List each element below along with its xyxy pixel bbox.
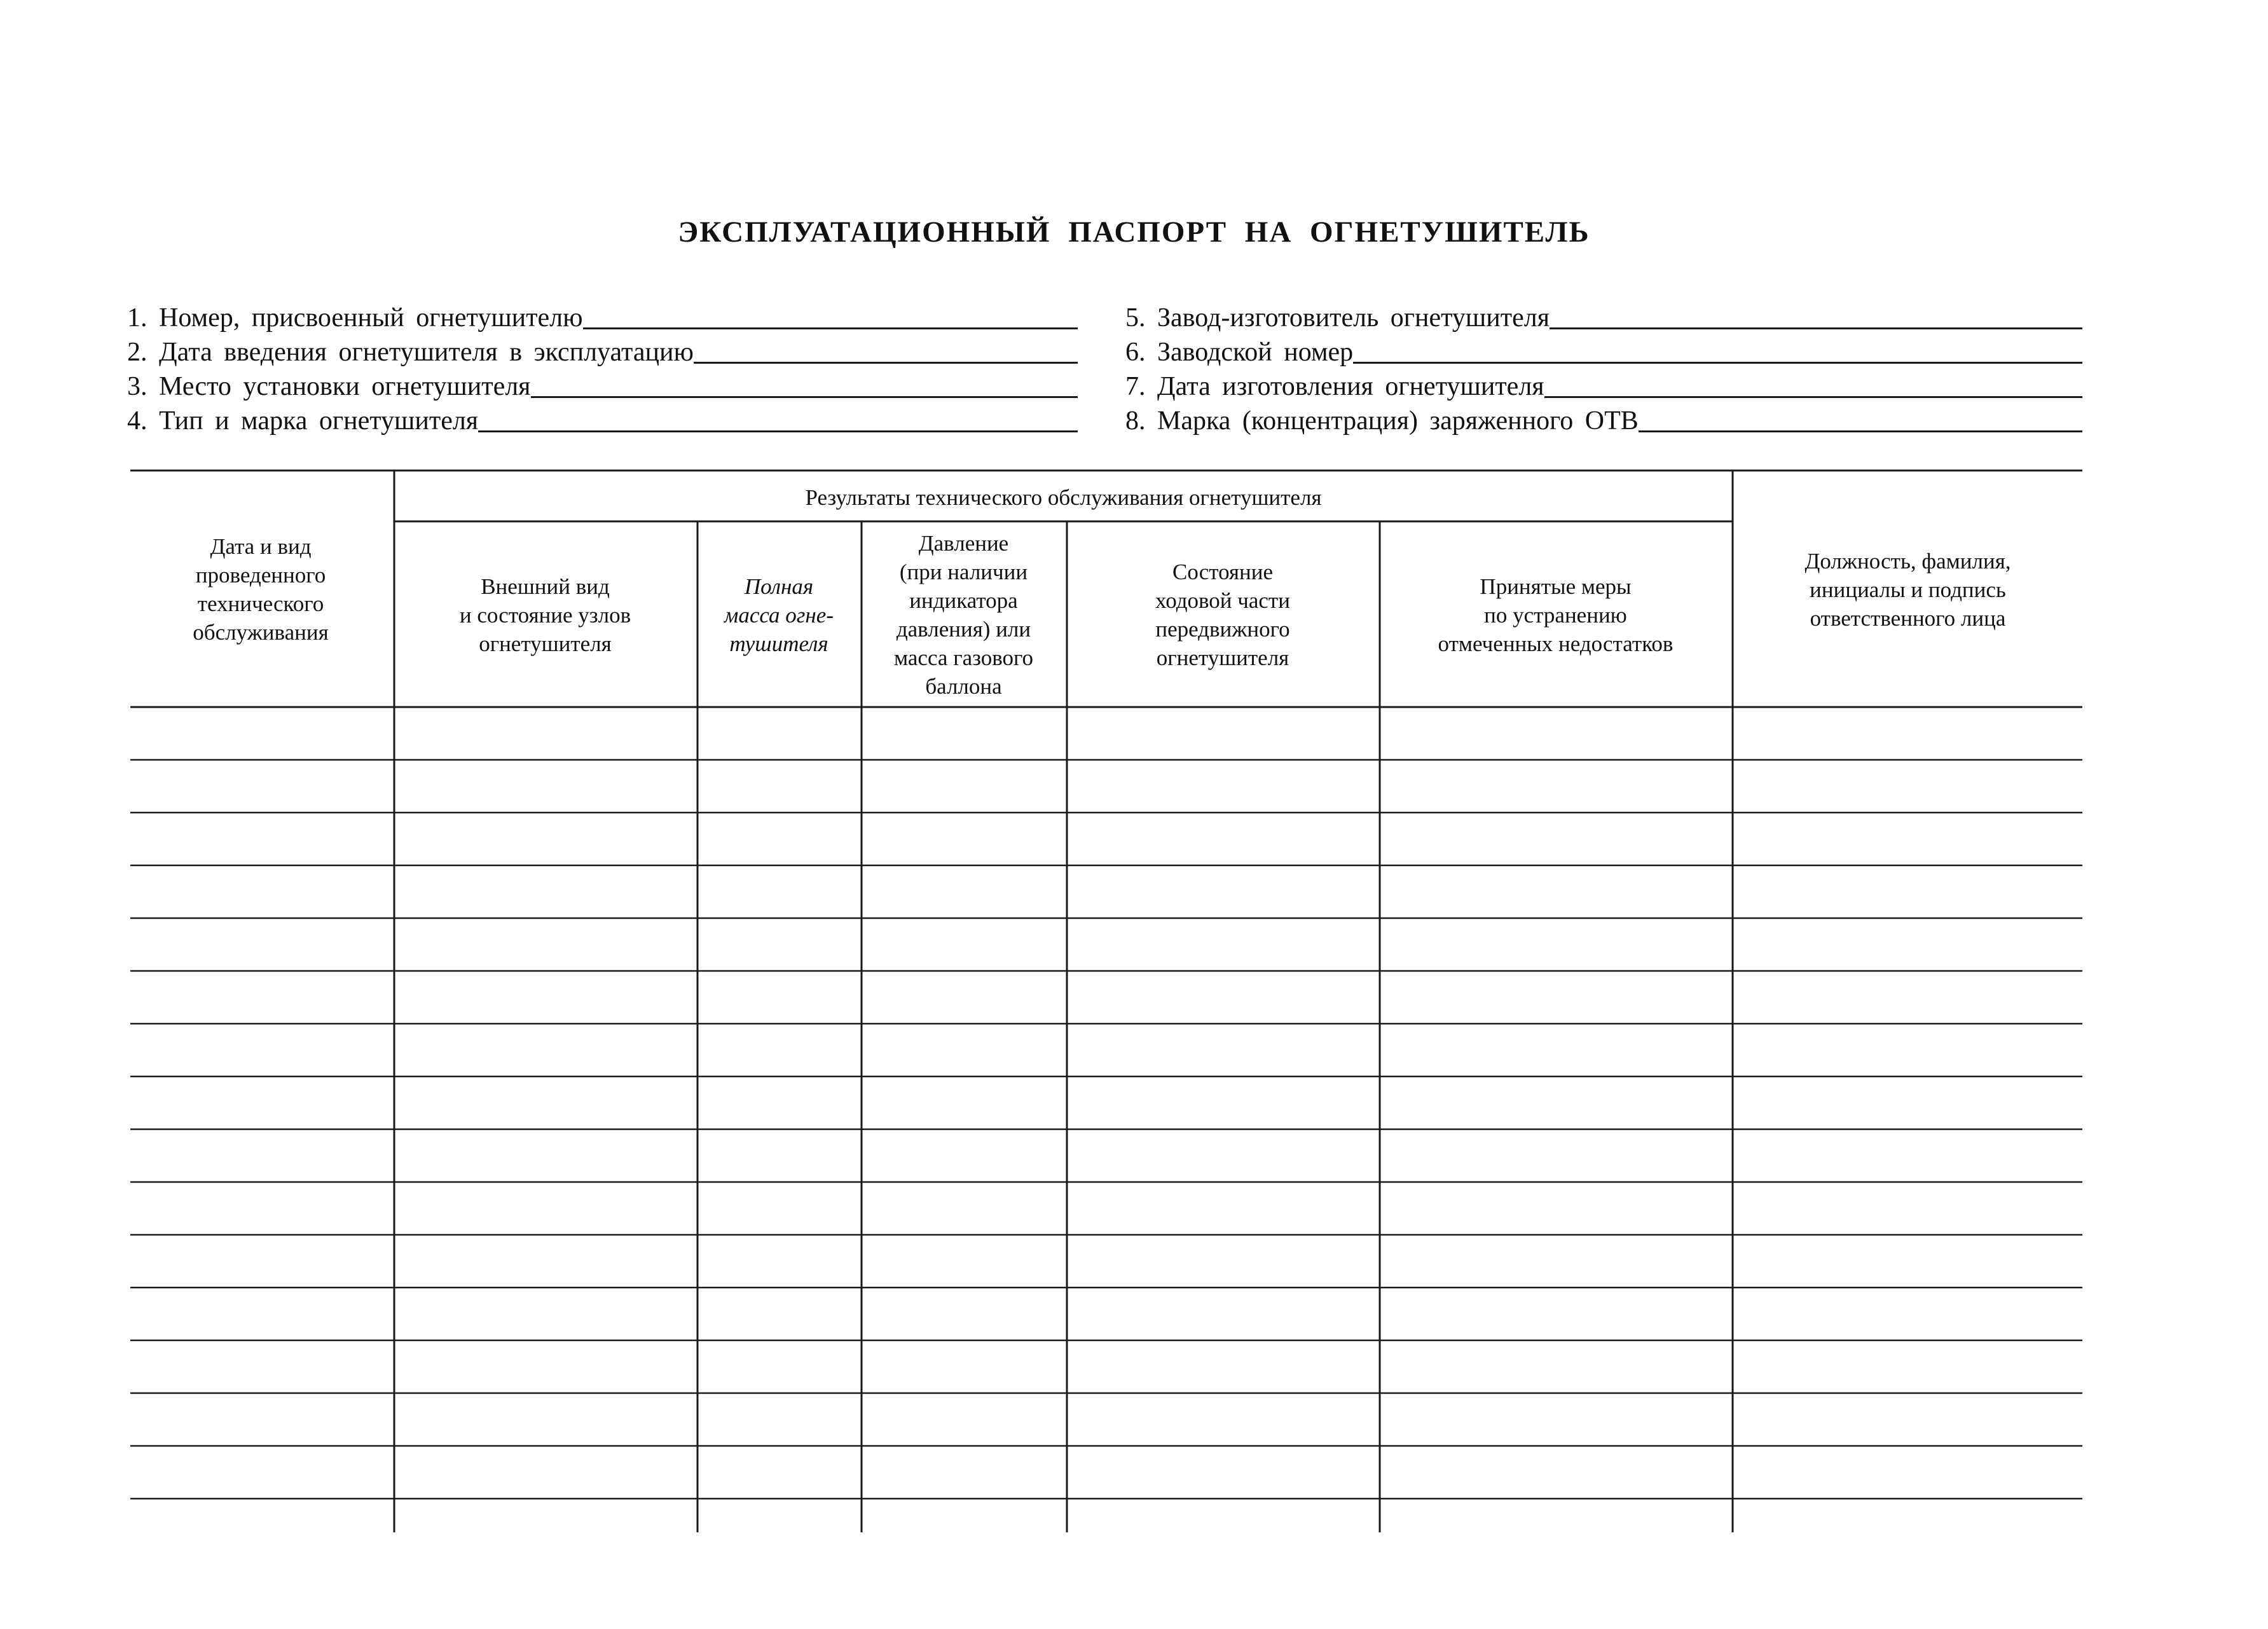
group-header-results: Результаты технического обслуживания огнетушителя <box>805 485 1322 510</box>
column-header-responsible: Должность, фамилия, инициалы и подпись ответственного лица <box>1804 548 2011 631</box>
field-label: Завод-изготовитель огнетушителя <box>1157 303 1550 333</box>
field-label: Место установки огнетушителя <box>159 372 531 401</box>
field-number: 6. <box>1125 338 1146 367</box>
page-title: ЭКСПЛУАТАЦИОННЫЙ ПАСПОРТ НА ОГНЕТУШИТЕЛЬ <box>678 216 1590 249</box>
field-number: 3. <box>127 372 148 401</box>
column-header-appearance: Внешний вид и состояние узлов огнетушителя <box>459 574 631 656</box>
column-header-measures: Принятые меры по устранению отмеченных недостатков <box>1438 574 1674 656</box>
column-header-chassis: Состояние ходовой части передвижного огнетушителя <box>1155 560 1290 670</box>
field-label: Номер, присвоенный огнетушителю <box>159 303 583 333</box>
field-label: Заводской номер <box>1157 338 1354 367</box>
column-header-mass: Полная масса огне- тушителя <box>724 574 834 656</box>
field-number: 5. <box>1125 303 1146 333</box>
field-number: 7. <box>1125 372 1146 401</box>
field-label: Марка (концентрация) заряженного ОТВ <box>1157 406 1639 436</box>
field-label: Дата изготовления огнетушителя <box>1157 372 1544 401</box>
field-label: Тип и марка огнетушителя <box>159 406 479 436</box>
field-number: 2. <box>127 338 148 367</box>
column-header-pressure: Давление (при наличии индикатора давления) или масса газового баллона <box>893 531 1033 699</box>
field-number: 4. <box>127 406 148 436</box>
field-number: 8. <box>1125 406 1146 436</box>
field-label: Дата введения огнетушителя в эксплуатацию <box>159 338 694 367</box>
field-number: 1. <box>127 303 148 333</box>
column-header-date: Дата и вид проведенного технического обслуживания <box>193 534 329 645</box>
